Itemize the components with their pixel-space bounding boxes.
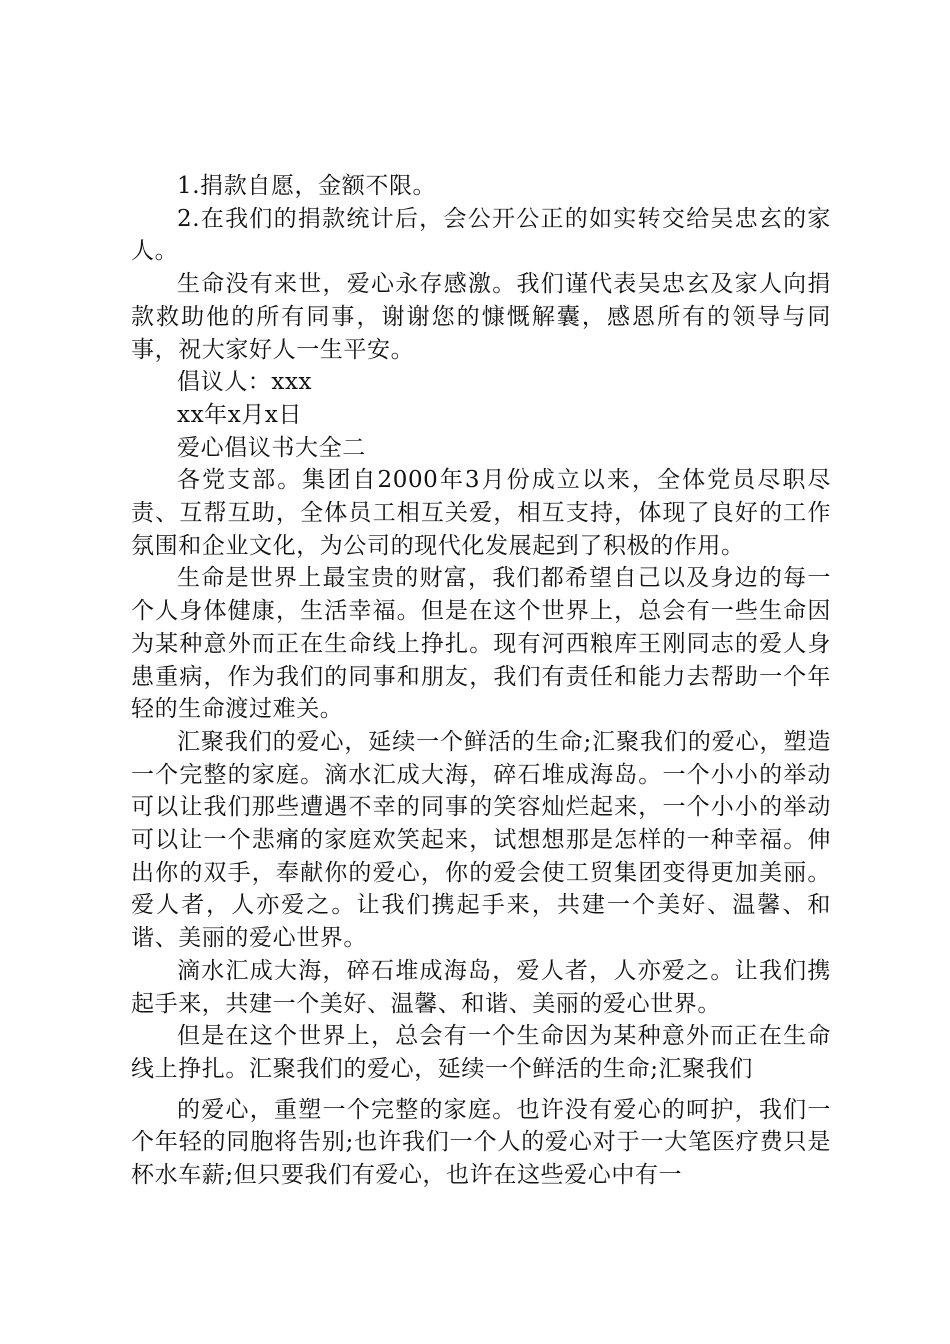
paragraph-life-precious: 生命是世界上最宝贵的财富，我们都希望自己以及身边的每一个人身体健康，生活幸福。但是在这个世界上，总会有一些生命因为某种意外而正在生命线上挣扎。现有河西粮库王刚同志的爱人身患重病，作为我们的同事和朋友，我们有责任和能力去帮助一个年轻的生命渡过难关。: [131, 565, 831, 723]
paragraph-group-intro: 各党支部。集团自2000年3月份成立以来，全体党员尽职尽责、互帮互助，全体员工相互关爱，相互支持，体现了良好的工作氛围和企业文化，为公司的现代化发展起到了积极的作用。: [131, 467, 831, 559]
date-line: xx年x月x日: [177, 401, 303, 428]
paragraph-struggle: 但是在这个世界上，总会有一个生命因为某种意外而正在生命线上挣扎。汇聚我们的爱心，延续一个鲜活的生命;汇聚我们: [131, 1023, 831, 1082]
paragraph-gather-love: 汇聚我们的爱心，延续一个鲜活的生命;汇聚我们的爱心，塑造一个完整的家庭。滴水汇成大海，碎石堆成海岛。一个小小的举动可以让我们那些遭遇不幸的同事的笑容灿烂起来，一个小小的举动可以让一个悲痛的家庭欢笑起来，试想想那是怎样的一种幸福。伸出你的双手，奉献你的爱心，你的爱会使工贸集团变得更加美丽。爱人者，人亦爱之。让我们携起手来，共建一个美好、温馨、和谐、美丽的爱心世界。: [131, 728, 831, 952]
paragraph-rebuild-family: 的爱心，重塑一个完整的家庭。也许没有爱心的呵护，我们一个年轻的同胞将告别;也许我们一个人的爱心对于一大笔医疗费只是杯水车薪;但只要我们有爱心，也许在这些爱心中有一: [131, 1096, 831, 1189]
paragraph-gratitude: 生命没有来世，爱心永存感激。我们谨代表吴忠玄及家人向捐款救助他的所有同事，谢谢您的慷慨解囊，感恩所有的领导与同事，祝大家好人一生平安。: [131, 271, 831, 363]
paragraph-drops-ocean: 滴水汇成大海，碎石堆成海岛，爱人者，人亦爱之。让我们携起手来，共建一个美好、温馨、和谐、美丽的爱心世界。: [131, 957, 831, 1017]
paragraph-donation-transfer: 2.在我们的捐款统计后，会公开公正的如实转交给吴忠玄的家人。: [131, 205, 831, 265]
paragraph-donation-voluntary: 1.捐款自愿，金额不限。: [177, 173, 437, 199]
section-title: 爱心倡议书大全二: [177, 434, 366, 461]
proposer-line: 倡议人：xxx: [177, 369, 313, 396]
document-body: [131, 170, 831, 1192]
